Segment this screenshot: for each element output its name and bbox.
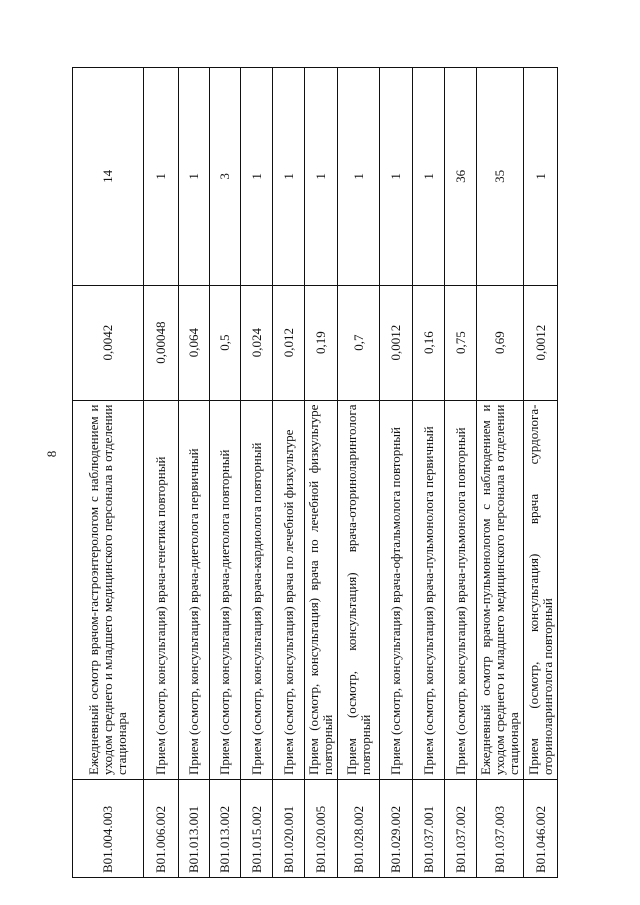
service-code: B01.046.002 bbox=[524, 780, 558, 878]
service-code: B01.037.002 bbox=[445, 780, 477, 878]
frequency-value: 0,064 bbox=[179, 285, 210, 400]
multiplicity-value: 3 bbox=[210, 68, 241, 286]
frequency-value: 0,75 bbox=[445, 285, 477, 400]
service-code: B01.037.003 bbox=[477, 780, 524, 878]
frequency-value: 0,7 bbox=[338, 285, 380, 400]
table-row bbox=[179, 68, 210, 878]
service-code: B01.013.002 bbox=[210, 780, 241, 878]
frequency-value: 0,00048 bbox=[144, 285, 179, 400]
multiplicity-value: 1 bbox=[144, 68, 179, 286]
table-row bbox=[380, 68, 413, 878]
service-name: Прием (осмотр, консультация) врача-офтальмолога повторный bbox=[380, 400, 413, 780]
frequency-value: 0,0012 bbox=[380, 285, 413, 400]
service-name: Прием (осмотр, консультация) врача-генетика повторный bbox=[144, 400, 179, 780]
table-row bbox=[144, 68, 179, 878]
service-name: Прием (осмотр, консультация) врача-пульмонолога повторный bbox=[445, 400, 477, 780]
table-row bbox=[413, 68, 445, 878]
table-row bbox=[305, 68, 338, 878]
service-code: B01.004.003 bbox=[73, 780, 144, 878]
multiplicity-value: 1 bbox=[413, 68, 445, 286]
table-row bbox=[445, 68, 477, 878]
multiplicity-value: 35 bbox=[477, 68, 524, 286]
service-code: B01.020.001 bbox=[273, 780, 305, 878]
frequency-value: 0,0042 bbox=[73, 285, 144, 400]
frequency-value: 0,16 bbox=[413, 285, 445, 400]
service-name: Прием (осмотр, консультация) врача по лечебной физкультуре повторный bbox=[305, 400, 338, 780]
table-row bbox=[73, 68, 144, 878]
multiplicity-value: 1 bbox=[524, 68, 558, 286]
table-row bbox=[273, 68, 305, 878]
page-number: 8 bbox=[44, 450, 59, 458]
table-row bbox=[338, 68, 380, 878]
service-name: Прием (осмотр, консультация) врача-оториноларинголога повторный bbox=[338, 400, 380, 780]
frequency-value: 0,69 bbox=[477, 285, 524, 400]
frequency-value: 0,012 bbox=[273, 285, 305, 400]
service-code: B01.037.001 bbox=[413, 780, 445, 878]
frequency-value: 0,024 bbox=[241, 285, 273, 400]
service-code: B01.013.001 bbox=[179, 780, 210, 878]
table-frame bbox=[72, 67, 620, 878]
frequency-value: 0,5 bbox=[210, 285, 241, 400]
multiplicity-value: 36 bbox=[445, 68, 477, 286]
service-name: Прием (осмотр, консультация) врача-кардиолога повторный bbox=[241, 400, 273, 780]
service-name: Прием (осмотр, консультация) врача-пульмонолога первичный bbox=[413, 400, 445, 780]
service-code: B01.006.002 bbox=[144, 780, 179, 878]
service-name: Прием (осмотр, консультация) врача-диетолога первичный bbox=[179, 400, 210, 780]
service-code: B01.029.002 bbox=[380, 780, 413, 878]
service-name: Прием (осмотр, консультация) врача-диетолога повторный bbox=[210, 400, 241, 780]
multiplicity-value: 1 bbox=[380, 68, 413, 286]
service-name: Ежедневный осмотр врачом-пульмонологом с наблюдением и уходом среднего и младшего медицинского персонала в отделении стационара bbox=[477, 400, 524, 780]
table-row bbox=[210, 68, 241, 878]
services-table bbox=[72, 67, 558, 878]
multiplicity-value: 1 bbox=[241, 68, 273, 286]
service-code: B01.028.002 bbox=[338, 780, 380, 878]
frequency-value: 0,0012 bbox=[524, 285, 558, 400]
multiplicity-value: 1 bbox=[179, 68, 210, 286]
service-code: B01.020.005 bbox=[305, 780, 338, 878]
frequency-value: 0,19 bbox=[305, 285, 338, 400]
service-code: B01.015.002 bbox=[241, 780, 273, 878]
table-row bbox=[241, 68, 273, 878]
service-name: Прием (осмотр, консультация) врача по лечебной физкультуре bbox=[273, 400, 305, 780]
services-table-body bbox=[73, 68, 558, 878]
multiplicity-value: 1 bbox=[338, 68, 380, 286]
service-name: Прием (осмотр, консультация) врача сурдолога-оториноларинголога повторный bbox=[524, 400, 558, 780]
multiplicity-value: 14 bbox=[73, 68, 144, 286]
multiplicity-value: 1 bbox=[273, 68, 305, 286]
multiplicity-value: 1 bbox=[305, 68, 338, 286]
service-name: Ежедневный осмотр врачом-гастроэнтерологом с наблюдением и уходом среднего и младшего медицинского персонала в отделении стационара bbox=[73, 400, 144, 780]
table-row bbox=[477, 68, 524, 878]
table-row bbox=[524, 68, 558, 878]
